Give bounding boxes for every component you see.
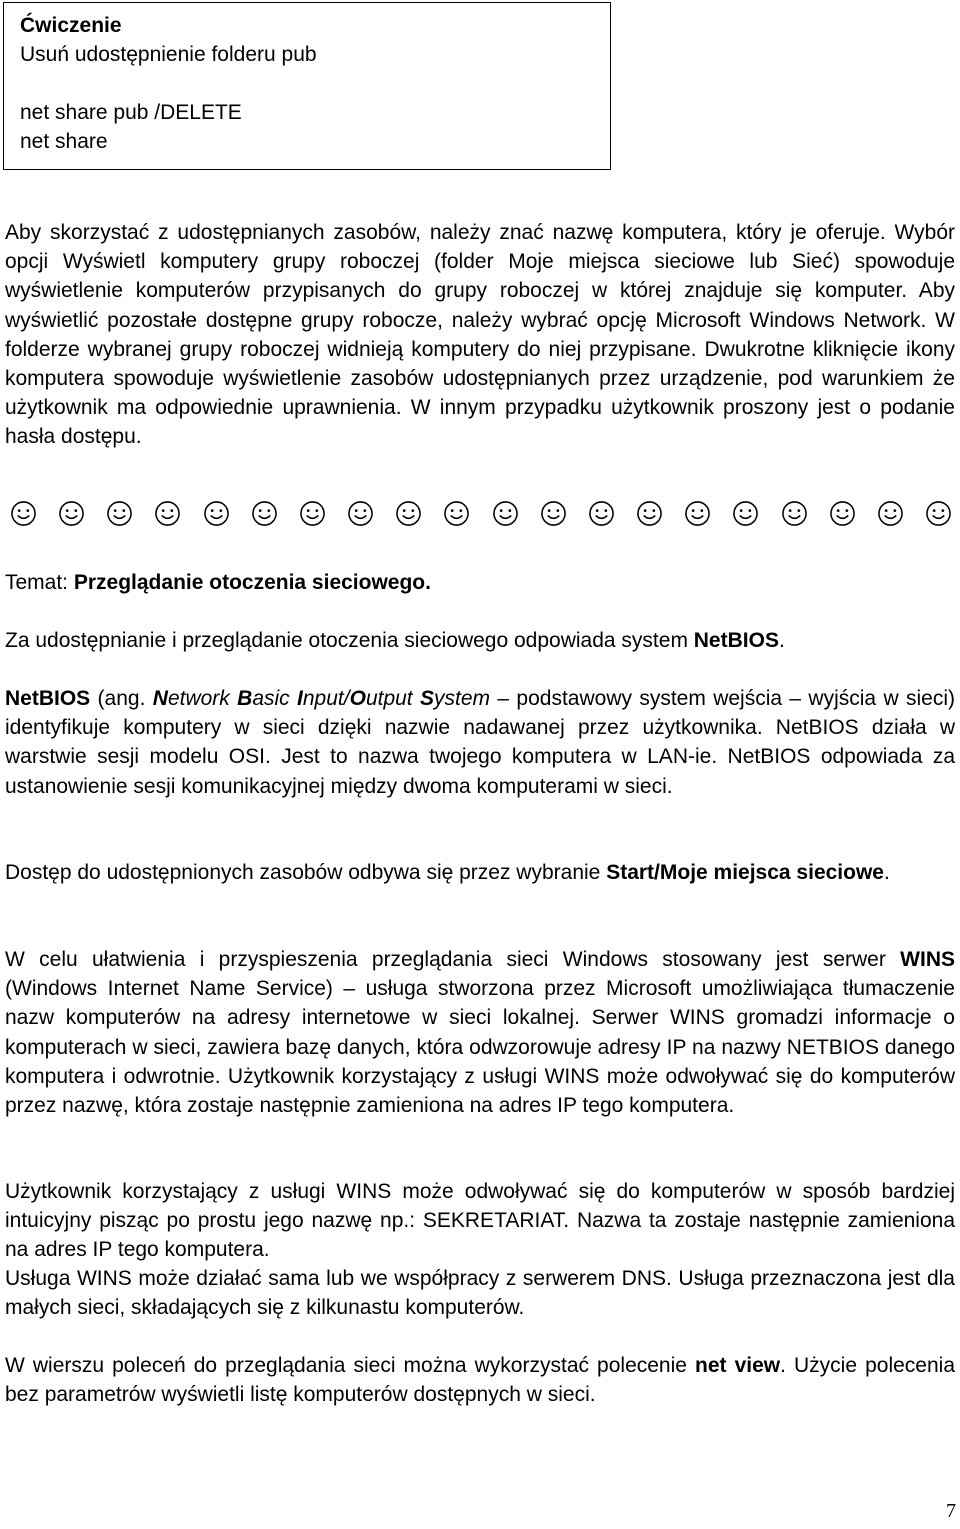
smiley-icon	[925, 500, 952, 527]
access-bold: Start/Moje miejsca sieciowe	[606, 861, 884, 884]
netbios-i: I	[297, 687, 303, 710]
wins-bold: WINS	[900, 948, 955, 971]
smiley-icon	[636, 500, 663, 527]
paragraph-net-view	[5, 1351, 955, 1409]
smiley-icon	[299, 500, 326, 527]
netbios-n: N	[152, 687, 168, 710]
wins-text-a: W celu ułatwienia i przyspieszenia przeglądania sieci Windows stosowany jest serwer	[5, 948, 901, 971]
netbios-b-rest: asic	[252, 687, 298, 710]
netbios-o: O	[349, 687, 366, 710]
netbios-expansion	[153, 687, 490, 710]
topic-line	[5, 568, 955, 597]
netview-text-a: W wierszu poleceń do przeglądania sieci można wykorzystać polecenie	[5, 1354, 696, 1377]
topic-title: Przeglądanie otoczenia sieciowego.	[73, 571, 431, 594]
page-number: 7	[946, 1500, 956, 1522]
smiley-row	[0, 500, 960, 540]
exercise-title: Ćwiczenie	[20, 14, 122, 37]
exercise-box	[3, 2, 611, 170]
paragraph-wins-service: Usługa WINS może działać sama lub we współpracy z serwerem DNS. Usługa przeznaczona jest dla małych sieci, składających się z kilkunastu komputerów.	[5, 1267, 955, 1320]
netbios-intro-end: .	[778, 629, 785, 652]
smiley-icon	[251, 500, 278, 527]
netbios-i-rest: nput/	[302, 687, 350, 710]
smiley-icon	[203, 500, 230, 527]
wins-text-b: (Windows Internet Name Service) – usługa stworzona przez Microsoft umożliwiająca tłumaczenie nazw komputerów na adresy internetowe w sieci lokalnej. Serwer WINS gromadzi informacje o komputerach w sieci, zawiera bazę danych, która odwzorowuje adresy IP na nazwy NETBIOS danego komputera i odwrotnie. Użytkownik korzystający z usługi WINS może odwoływać się do komputerów przez nazwę, która zostaje następnie zamieniona na adres IP tego komputera.	[5, 977, 955, 1118]
smiley-icon	[154, 500, 181, 527]
smiley-icon	[588, 500, 615, 527]
smiley-icon	[540, 500, 567, 527]
smiley-icon	[443, 500, 470, 527]
access-text: Dostęp do udostępnionych zasobów odbywa się przez wybranie	[5, 861, 607, 884]
smiley-icon	[106, 500, 133, 527]
paragraph-wins-user: Użytkownik korzystający z usługi WINS może odwoływać się do komputerów w sposób bardziej intuicyjny pisząc po prostu jego nazwę np.: SEKRETARIAT. Nazwa ta zostaje następnie zamieniona na adres IP tego komputera.	[5, 1180, 955, 1262]
smiley-icon	[829, 500, 856, 527]
netbios-s: S	[420, 687, 435, 710]
exercise-command-delete: net share pub /DELETE	[20, 101, 242, 124]
netbios-n-rest: etwork	[167, 687, 238, 710]
paragraph-netbios-definition	[5, 684, 955, 801]
smiley-icon	[877, 500, 904, 527]
netbios-s-rest: ystem	[434, 687, 491, 710]
topic-label: Temat:	[5, 571, 74, 594]
paragraph-shared-resources: Aby skorzystać z udostępnianych zasobów, należy znać nazwę komputera, który je oferuje. Wybór opcji Wyświetl komputery grupy roboczej (folder Moje miejsca sieciowe lub Sieć) spowoduje wyświetlenie komputerów przypisanych do grupy roboczej w której znajduje się komputer. Aby wyświetlić pozostałe dostępne grupy robocze, należy wybrać opcję Microsoft Windows Network. W folderze wybranej grupy roboczej widnieją komputery do niej przypisane. Dwukrotne kliknięcie ikony komputera spowoduje wyświetlenie zasobów udostępnianych przez urządzenie, pod warunkiem że użytkownik ma odpowiednie uprawnienia. W innym przypadku użytkownik proszony jest o podanie hasła dostępu.	[5, 221, 955, 449]
exercise-subtitle: Usuń udostępnienie folderu pub	[20, 43, 317, 66]
smiley-icon	[732, 500, 759, 527]
exercise-command-share: net share	[20, 130, 108, 153]
paragraph-access	[5, 858, 955, 887]
netbios-intro-bold: NetBIOS	[693, 629, 779, 652]
netbios-definition-rest: – podstawowy system wejścia – wyjścia w sieci) identyfikuje komputery w sieci dzięki nazwie nadawanej przez użytkownika. NetBIOS działa w warstwie sesji modelu OSI. Jest to nazwa twojego komputera w LAN-ie. NetBIOS odpowiada za ustanowienie sesji komunikacyjnej między dwoma komputerami w sieci.	[5, 687, 955, 798]
netbios-ang: (ang.	[90, 687, 153, 710]
smiley-icon	[395, 500, 422, 527]
paragraph-wins	[5, 945, 955, 1120]
netbios-term: NetBIOS	[5, 687, 91, 710]
netview-text-b: . Użycie polecenia bez parametrów wyświetli listę komputerów dostępnych w sieci.	[5, 1354, 955, 1407]
smiley-icon	[10, 500, 37, 527]
netbios-intro-text: Za udostępnianie i przeglądanie otoczenia sieciowego odpowiada system	[5, 629, 694, 652]
netbios-b: B	[237, 687, 253, 710]
paragraph-netbios-intro	[5, 626, 955, 655]
smiley-icon	[492, 500, 519, 527]
netview-bold: net view	[695, 1354, 781, 1377]
smiley-icon	[347, 500, 374, 527]
access-end: .	[883, 861, 890, 884]
smiley-icon	[58, 500, 85, 527]
smiley-icon	[781, 500, 808, 527]
netbios-o-rest: utput	[365, 687, 420, 710]
smiley-icon	[684, 500, 711, 527]
